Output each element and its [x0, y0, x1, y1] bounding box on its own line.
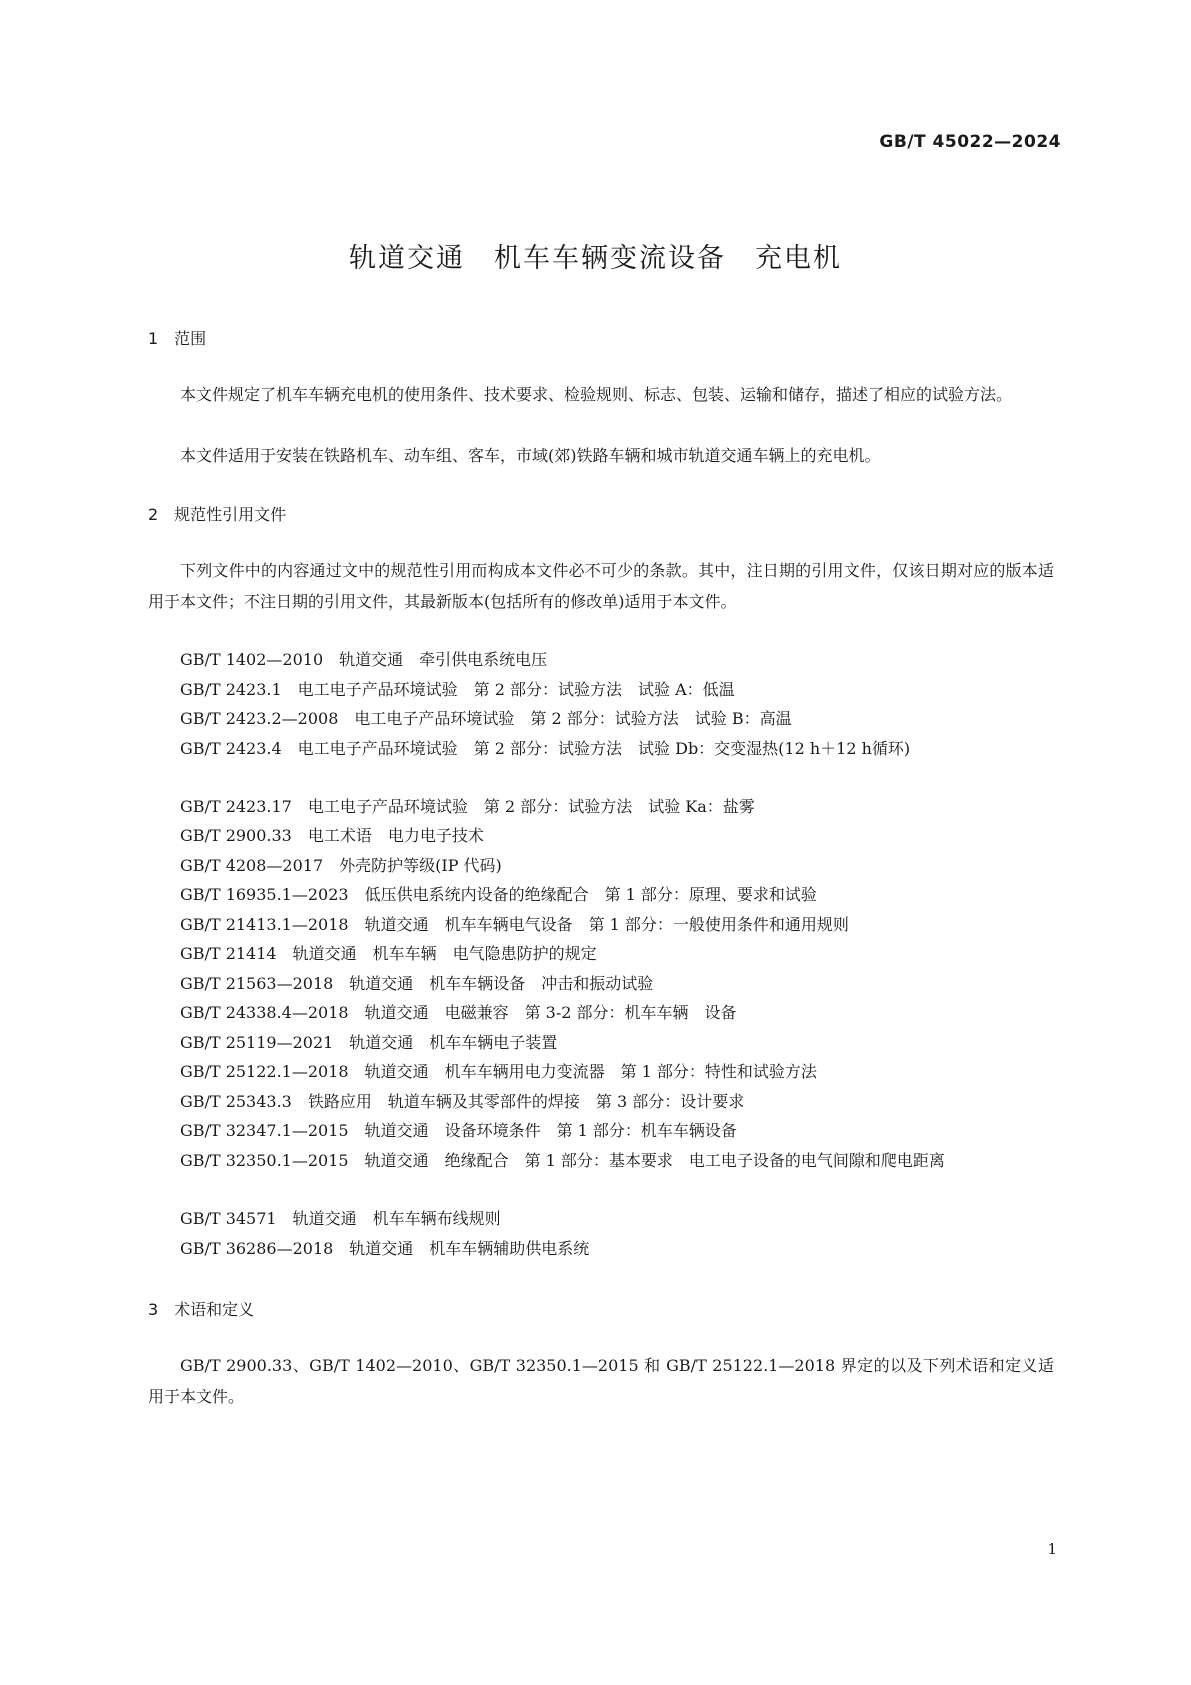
- reference-item: GB/T 21563—2018 轨道交通 机车车辆设备 冲击和振动试验: [180, 974, 654, 993]
- reference-item: GB/T 21413.1—2018 轨道交通 机车车辆电气设备 第 1 部分：一般使用条件和通用规则: [180, 915, 849, 934]
- scope-paragraph-2: 本文件适用于安装在铁路机车、动车组、客车，市域(郊)铁路车辆和城市轨道交通车辆上的充电机。: [180, 446, 881, 465]
- reference-item: GB/T 25119—2021 轨道交通 机车车辆电子装置: [180, 1033, 558, 1052]
- reference-item: GB/T 25343.3 铁路应用 轨道车辆及其零部件的焊接 第 3 部分：设计要求: [180, 1092, 745, 1111]
- reference-item: GB/T 25122.1—2018 轨道交通 机车车辆用电力变流器 第 1 部分：特性和试验方法: [180, 1062, 817, 1081]
- reference-item: GB/T 16935.1—2023 低压供电系统内设备的绝缘配合 第 1 部分：原理、要求和试验: [180, 885, 817, 904]
- reference-item: GB/T 2423.4 电工电子产品环境试验 第 2 部分：试验方法 试验 Db：交变湿热(12 h＋12 h循环): [180, 739, 911, 758]
- reference-item: GB/T 34571 轨道交通 机车车辆布线规则: [180, 1209, 501, 1228]
- scope-paragraph-1: 本文件规定了机车车辆充电机的使用条件、技术要求、检验规则、标志、包装、运输和储存，描述了相应的试验方法。: [180, 385, 1013, 404]
- page-number: 1: [1047, 1540, 1057, 1558]
- reference-item: GB/T 2900.33 电工术语 电力电子技术: [180, 826, 484, 845]
- reference-item: GB/T 36286—2018 轨道交通 机车车辆辅助供电系统: [180, 1239, 590, 1258]
- reference-item: GB/T 21414 轨道交通 机车车辆 电气隐患防护的规定: [180, 944, 597, 963]
- reference-item: GB/T 1402—2010 轨道交通 牵引供电系统电压: [180, 650, 548, 669]
- reference-item: GB/T 2423.1 电工电子产品环境试验 第 2 部分：试验方法 试验 A：低温: [180, 680, 735, 699]
- reference-item: GB/T 32350.1—2015 轨道交通 绝缘配合 第 1 部分：基本要求 电工电子设备的电气间隙和爬电距离: [180, 1151, 945, 1170]
- section-heading-terms: 3 术语和定义: [148, 1300, 255, 1319]
- reference-item: GB/T 24338.4—2018 轨道交通 电磁兼容 第 3-2 部分：机车车辆 设备: [180, 1003, 737, 1022]
- reference-item: GB/T 32347.1—2015 轨道交通 设备环境条件 第 1 部分：机车车辆设备: [180, 1121, 737, 1140]
- document-title: 轨道交通 机车车辆变流设备 充电机: [349, 243, 842, 274]
- reference-item: GB/T 2423.2—2008 电工电子产品环境试验 第 2 部分：试验方法 试验 B：高温: [180, 709, 792, 728]
- reference-item: GB/T 2423.17 电工电子产品环境试验 第 2 部分：试验方法 试验 Ka：盐雾: [180, 797, 755, 816]
- section-heading-normative: 2 规范性引用文件: [148, 505, 287, 524]
- normative-intro: 下列文件中的内容通过文中的规范性引用而构成本文件必不可少的条款。其中，注日期的引用文件，仅该日期对应的版本适用于本文件；不注日期的引用文件，其最新版本(包括所有的修改单)适用于本文件。: [148, 561, 1054, 611]
- reference-item: GB/T 4208—2017 外壳防护等级(IP 代码): [180, 856, 502, 875]
- terms-paragraph: GB/T 2900.33、GB/T 1402—2010、GB/T 32350.1—2015 和 GB/T 25122.1—2018 界定的以及下列术语和定义适用于本文件。: [148, 1356, 1054, 1406]
- standard-code: GB/T 45022—2024: [879, 132, 1061, 152]
- section-heading-scope: 1 范围: [148, 329, 207, 348]
